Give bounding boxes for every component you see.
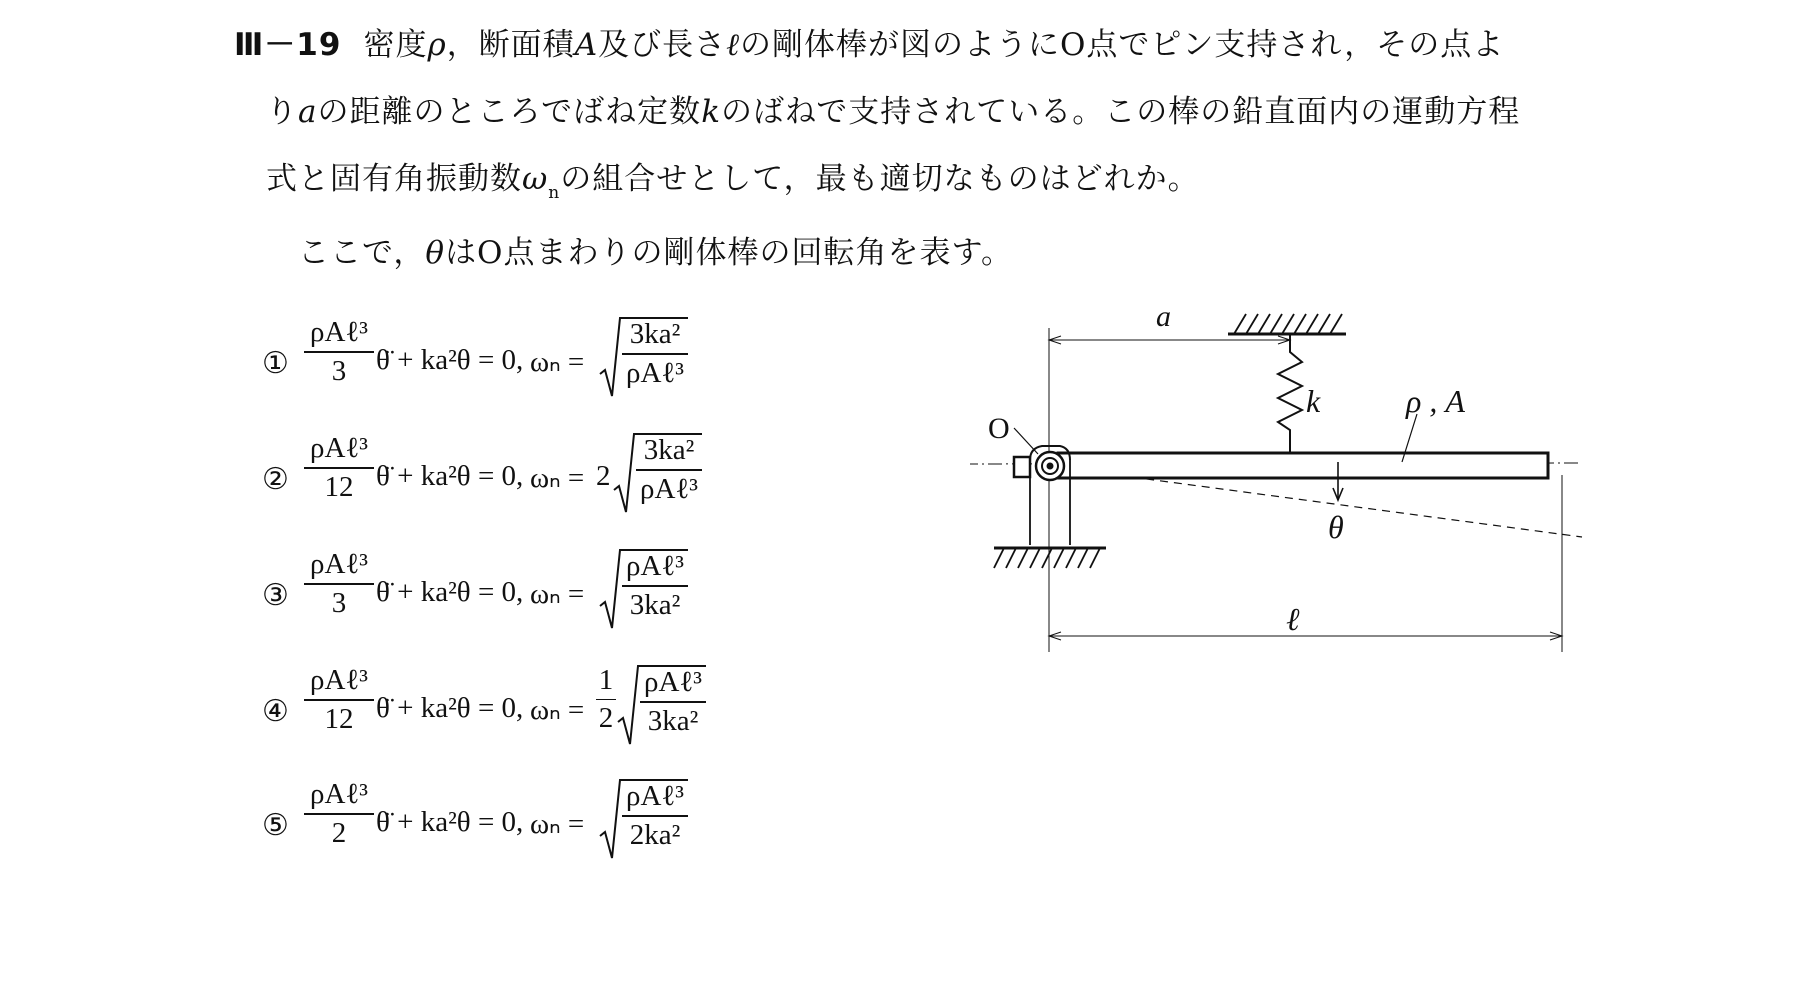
dimension-a	[1049, 328, 1290, 652]
lhs-denominator: 12	[324, 703, 354, 735]
lhs-denominator: 2	[331, 817, 347, 849]
dimension-l	[1049, 475, 1562, 652]
spring-constant-symbol: k	[701, 94, 721, 130]
question-text	[234, 12, 1584, 287]
equation-rest: θ̈ + ka²θ = 0,	[376, 806, 524, 838]
option-number: ②	[262, 462, 289, 497]
text-segment: の剛体棒が図のようにO点でピン支持され，その点よ	[740, 27, 1505, 63]
radical-denominator: 2ka²	[629, 819, 681, 851]
coefficient-fraction	[596, 664, 616, 735]
text-segment: り	[266, 94, 298, 130]
radical	[614, 432, 704, 522]
label-o: O	[988, 412, 1010, 445]
omega-symbol: ω	[522, 161, 549, 197]
question-line-4	[234, 220, 1584, 287]
omega-subscript: n	[548, 183, 561, 204]
rho-symbol: ρ	[427, 27, 447, 63]
rod-end-block	[1014, 457, 1030, 477]
option-4[interactable]	[262, 664, 822, 764]
area-symbol: A	[574, 27, 599, 63]
option-3[interactable]	[262, 548, 822, 648]
text-segment: 式と固有角振動数	[266, 161, 522, 197]
radical-numerator: 3ka²	[643, 434, 695, 466]
radical-denominator: 3ka²	[629, 589, 681, 621]
radical-numerator: ρAℓ³	[626, 550, 684, 582]
radical-fraction	[622, 550, 688, 622]
text-segment: はO点まわりの剛体棒の回転角を表す。	[445, 235, 1013, 271]
option-1[interactable]	[262, 316, 822, 416]
radical-fraction	[622, 318, 688, 390]
radical-fraction	[636, 434, 702, 506]
lhs-numerator: ρAℓ³	[310, 664, 368, 696]
lhs-denominator: 3	[331, 355, 347, 387]
radical-numerator: 3ka²	[629, 318, 681, 350]
radical-denominator: ρAℓ³	[640, 473, 698, 505]
text-segment: 及び長さ	[598, 27, 727, 63]
lhs-denominator: 12	[324, 471, 354, 503]
radical	[618, 664, 708, 754]
coef-numerator: 1	[598, 664, 614, 696]
lhs-numerator: ρAℓ³	[310, 778, 368, 810]
length-symbol: ℓ	[726, 27, 740, 63]
option-number: ①	[262, 346, 289, 381]
question-line-2	[234, 79, 1584, 146]
label-a: a	[1156, 300, 1171, 333]
ground	[994, 548, 1106, 568]
lhs-denominator: 3	[331, 587, 347, 619]
equation-rest: θ̈ + ka²θ = 0,	[376, 576, 524, 608]
omega-label: ωₙ =	[530, 694, 585, 726]
radical-numerator: ρAℓ³	[644, 666, 702, 698]
spring	[1278, 334, 1302, 452]
omega-label: ωₙ =	[530, 578, 585, 610]
lhs-fraction	[304, 316, 374, 388]
question-line-3	[234, 146, 1584, 218]
pin-support	[1030, 446, 1070, 545]
label-theta: θ	[1328, 509, 1344, 545]
lhs-fraction	[304, 548, 374, 620]
equation-rest: θ̈ + ka²θ = 0,	[376, 460, 524, 492]
lhs-fraction	[304, 432, 374, 504]
option-number: ⑤	[262, 808, 289, 843]
coefficient: 2	[596, 460, 611, 492]
omega-label: ωₙ =	[530, 346, 585, 378]
option-number: ③	[262, 578, 289, 613]
o-leader	[1014, 428, 1038, 454]
radical-denominator: 3ka²	[647, 705, 699, 737]
equation-rest: θ̈ + ka²θ = 0,	[376, 692, 524, 724]
radical-denominator: ρAℓ³	[626, 357, 684, 389]
text-segment: 密度	[363, 27, 428, 63]
radical-fraction	[622, 780, 688, 852]
omega-label: ωₙ =	[530, 462, 585, 494]
option-2[interactable]	[262, 432, 822, 532]
radical	[600, 316, 690, 406]
theta-symbol: θ	[425, 235, 446, 271]
label-k: k	[1306, 383, 1321, 419]
lhs-numerator: ρAℓ³	[310, 548, 368, 580]
question-line-1	[234, 12, 1584, 79]
radical-numerator: ρAℓ³	[626, 780, 684, 812]
label-rho-a: ρ , A	[1406, 383, 1465, 419]
lhs-numerator: ρAℓ³	[310, 432, 368, 464]
radical	[600, 548, 690, 638]
question-number: Ⅲ－19	[234, 27, 342, 63]
lhs-fraction	[304, 778, 374, 850]
radical	[600, 778, 690, 868]
rod-spring-diagram	[970, 300, 1690, 660]
text-segment: のばねで支持されている。この棒の鉛直面内の運動方程	[720, 94, 1521, 130]
text-segment: ，断面積	[446, 27, 575, 63]
label-l: ℓ	[1286, 601, 1300, 637]
lhs-numerator: ρAℓ³	[310, 316, 368, 348]
lhs-fraction	[304, 664, 374, 736]
rigid-rod	[1058, 453, 1548, 478]
distance-symbol: a	[298, 94, 318, 130]
option-number: ④	[262, 694, 289, 729]
omega-label: ωₙ =	[530, 808, 585, 840]
text-segment: の組合せとして，最も適切なものはどれか。	[560, 161, 1200, 197]
equation-rest: θ̈ + ka²θ = 0,	[376, 344, 524, 376]
option-5[interactable]	[262, 778, 822, 878]
top-wall	[1228, 314, 1346, 334]
coef-denominator: 2	[598, 702, 614, 734]
text-segment: の距離のところでばね定数	[317, 94, 702, 130]
text-segment: ここで，	[298, 235, 426, 271]
radical-fraction	[640, 666, 706, 738]
